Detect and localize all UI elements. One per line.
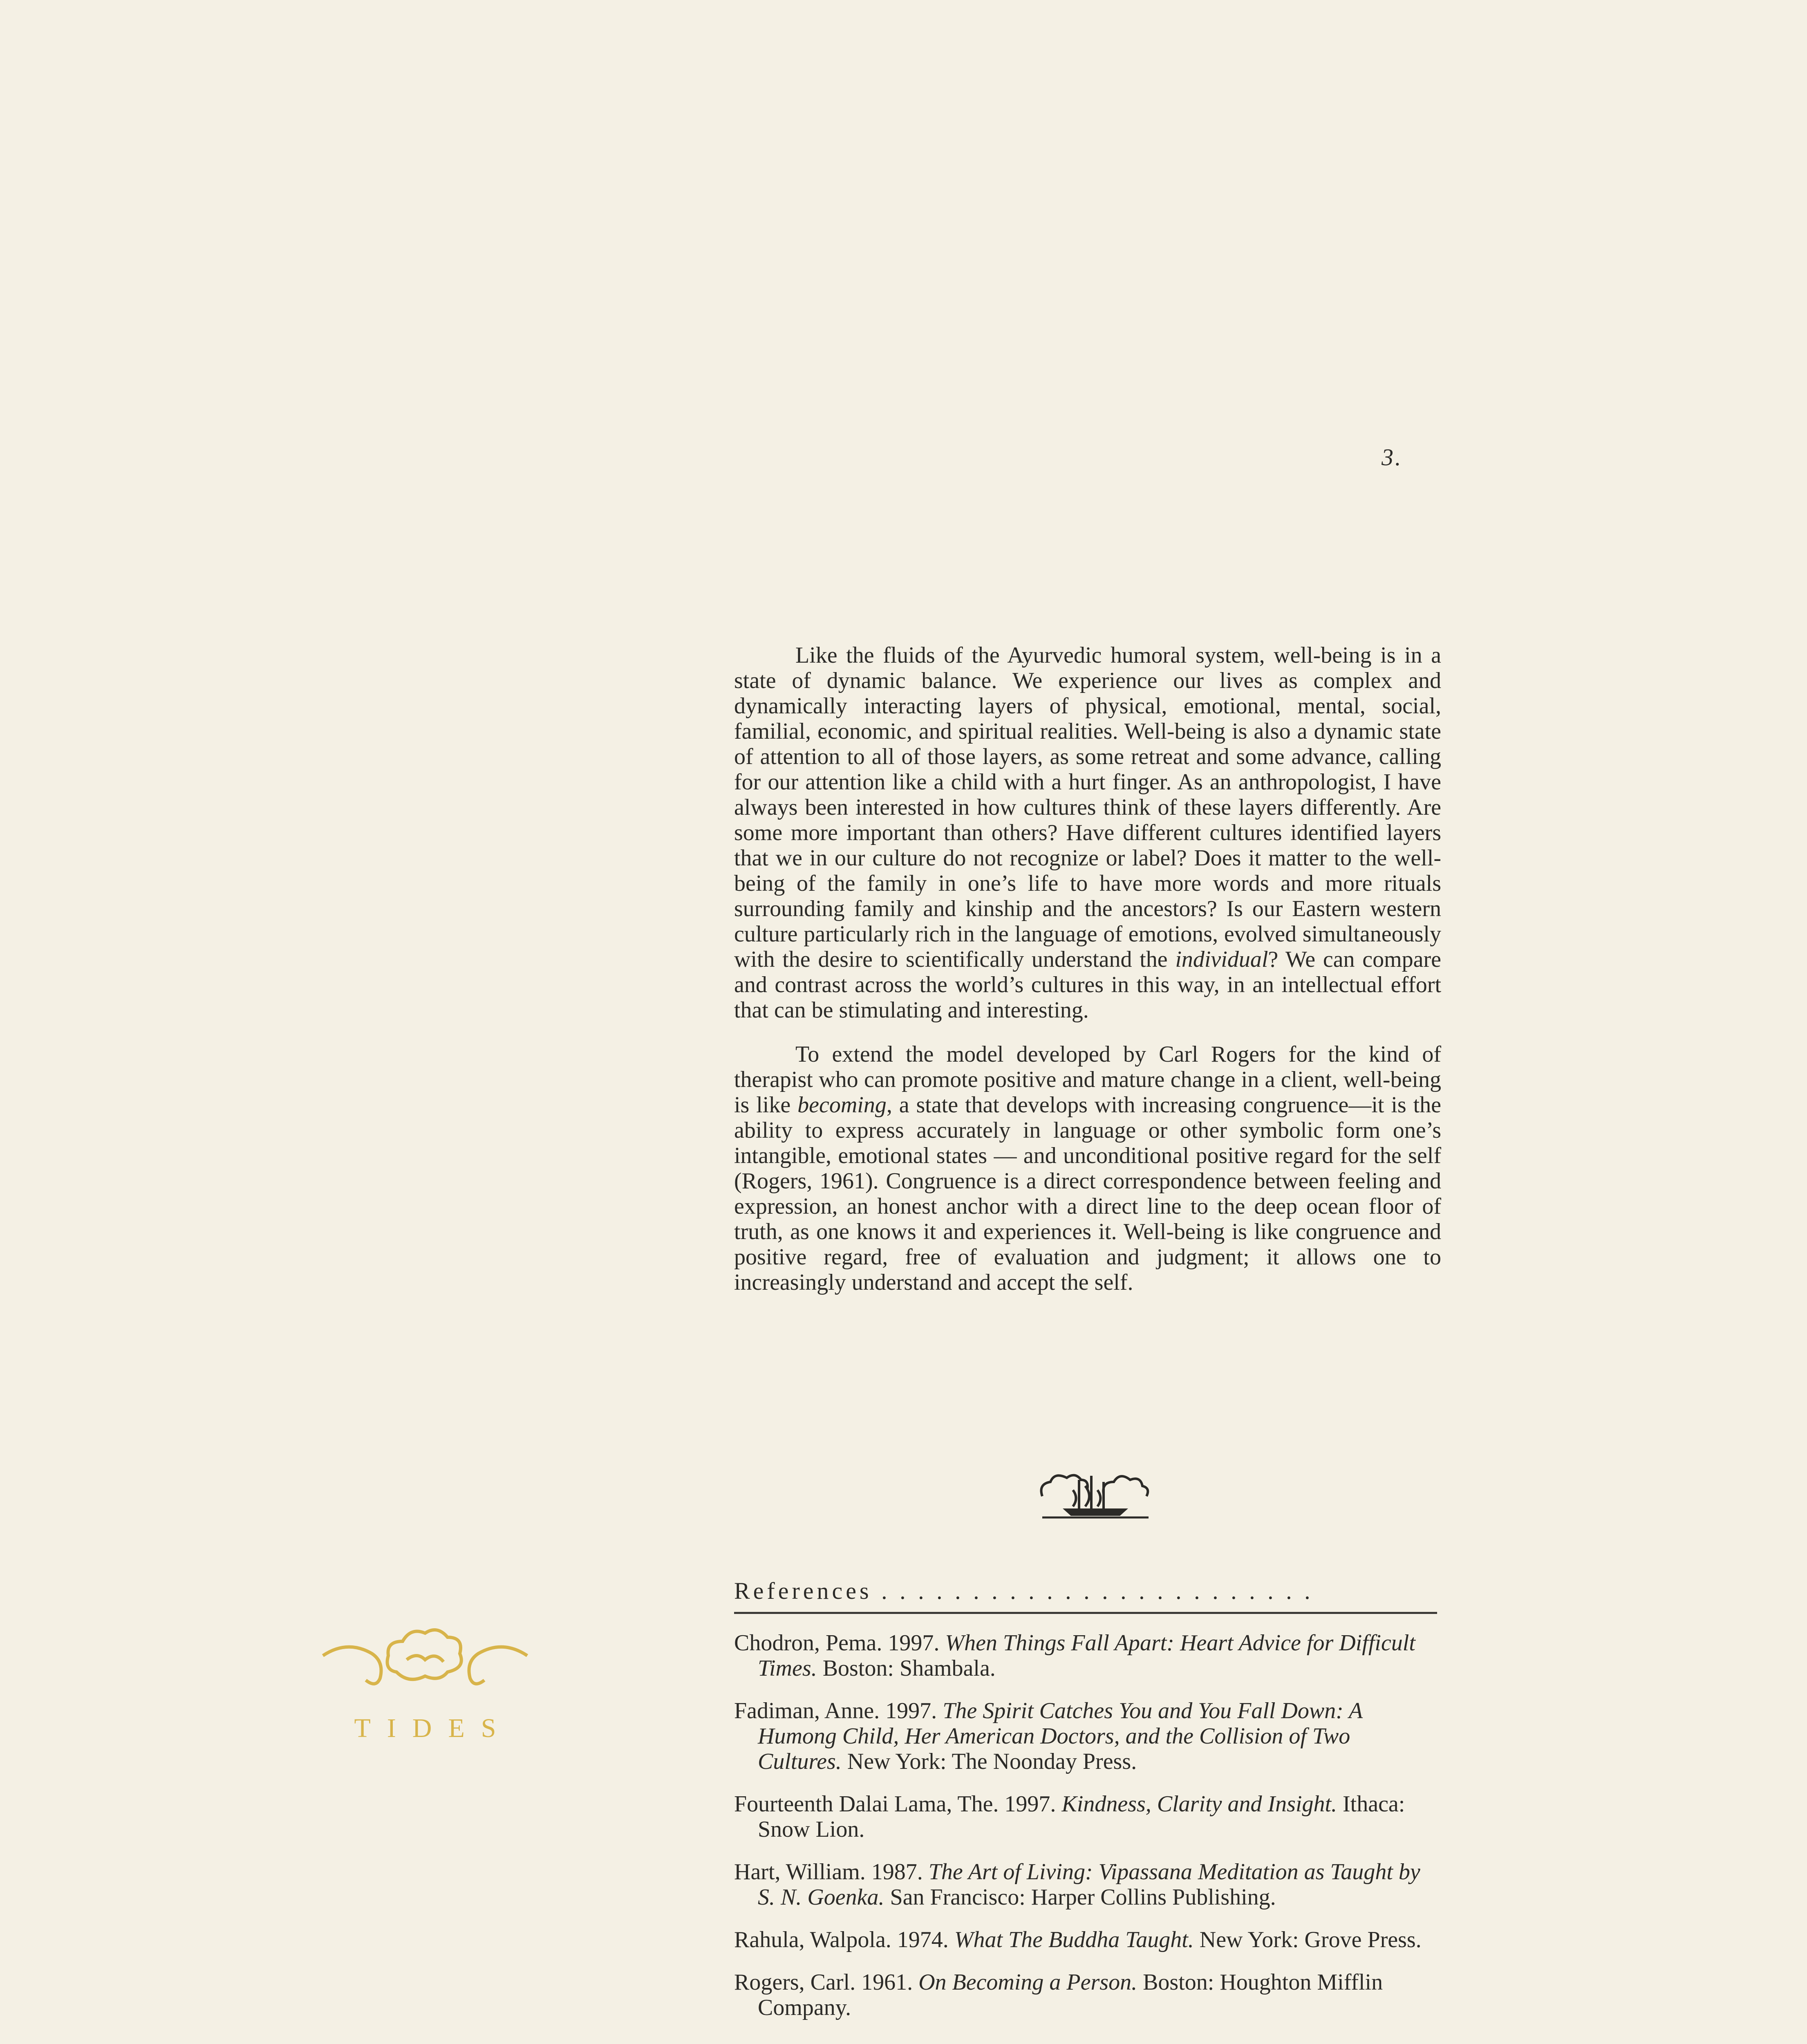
reference-title: The Spirit Catches You and You Fall Down: A Humong Child, Her American Doctors, and the Collision of Two Cultures. (758, 1698, 1363, 1774)
tides-logo (319, 1627, 531, 1750)
reference-author-year: Rahula, Walpola. 1974. (734, 1927, 954, 1952)
references-heading-label: References (734, 1578, 872, 1604)
cloud-waves-logo-icon (319, 1627, 531, 1705)
paragraph-2-emphasis: becoming (797, 1092, 887, 1118)
reference-publisher: San Francisco: Harper Collins Publishing. (884, 1885, 1276, 1910)
reference-item (734, 1630, 1437, 1681)
reference-publisher: New York: Grove Press. (1193, 1927, 1422, 1952)
reference-item (734, 1791, 1437, 1842)
reference-author-year: Hart, William. 1987. (734, 1859, 929, 1885)
references-section (734, 1577, 1437, 2037)
reference-title: What The Buddha Taught. (954, 1927, 1194, 1952)
reference-title: The Art of Living: Vipassana Meditation as Taught by S. N. Goenka. (758, 1859, 1420, 1910)
reference-title: On Becoming a Person. (918, 1970, 1137, 1995)
ship-clouds-ornament-icon (1034, 1468, 1157, 1525)
references-leader-dots: . . . . . . . . . . . . . . . . . . . . . . . . (881, 1578, 1314, 1604)
paragraph-2-text-end: , a state that develops with increasing congruence—it is the ability to express accurately in language or other symbolic form one’s intangible, emotional states — and unconditional positive regard for the self (Rogers, 1961). Congruence is a direct correspondence between feeling and expression, an honest anchor with a direct line to the deep ocean floor of truth, as one knows it and experiences it. Well-being is like congruence and positive regard, free of evaluation and judgment; it allows one to increasingly understand and accept the self. (734, 1092, 1441, 1295)
reference-item (734, 1859, 1437, 1910)
page-number: 3. (1382, 444, 1403, 471)
reference-author-year: Fadiman, Anne. 1997. (734, 1698, 943, 1724)
reference-publisher: Boston: Shambala. (817, 1656, 996, 1681)
reference-title: Kindness, Clarity and Insight. (1061, 1791, 1337, 1817)
paragraph-1-text: Like the fluids of the Ayurvedic humoral system, well-being is in a state of dynamic balance. We experience our lives as complex and dynamically interacting layers of physical, emotional, mental, social, familial, economic, and spiritual realities. Well-being is also a dynamic state of attention to all of those layers, as some retreat and some advance, calling for our attention like a child with a hurt finger. As an anthropologist, I have always been interested in how cultures think of these layers differently. Are some more important than others? Have different cultures identified layers that we in our culture do not recognize or label? Does it matter to the well-being of the family in one’s life to have more words and more rituals surrounding family and kinship and the ancestors? Is our Eastern western culture particularly rich in the language of emotions, evolved simultaneously with the desire to scientifically understand the (734, 643, 1441, 972)
reference-item (734, 1698, 1437, 1774)
paragraph-1-emphasis: individual (1175, 947, 1268, 972)
reference-author-year: Fourteenth Dalai Lama, The. 1997. (734, 1791, 1062, 1817)
reference-author-year: Rogers, Carl. 1961. (734, 1970, 919, 1995)
reference-author-year: Chodron, Pema. 1997. (734, 1630, 945, 1656)
reference-publisher: Boston: Houghton Mifflin Company. (758, 1970, 1383, 2020)
paragraph-1-text-end: ? We can compare and contrast across the world’s cultures in this way, in an intellectual effort that can be stimulating and interesting. (734, 947, 1441, 1023)
reference-publisher: New York: The Noonday Press. (841, 1749, 1137, 1774)
reference-item (734, 1970, 1437, 2020)
paragraph-2-text: To extend the model developed by Carl Rogers for the kind of therapist who can promote positive and mature change in a client, well-being is like (734, 1042, 1441, 1118)
reference-title: When Things Fall Apart: Heart Advice for Difficult Times. (758, 1630, 1415, 1681)
reference-item (734, 1927, 1437, 1952)
references-heading (734, 1577, 1437, 1614)
body-text (734, 643, 1441, 1314)
paragraph-1 (734, 643, 1441, 1023)
tides-wordmark: TIDES (354, 1713, 513, 1743)
paragraph-2 (734, 1042, 1441, 1295)
reference-publisher: Ithaca: Snow Lion. (758, 1791, 1405, 1842)
references-list (734, 1630, 1437, 2020)
